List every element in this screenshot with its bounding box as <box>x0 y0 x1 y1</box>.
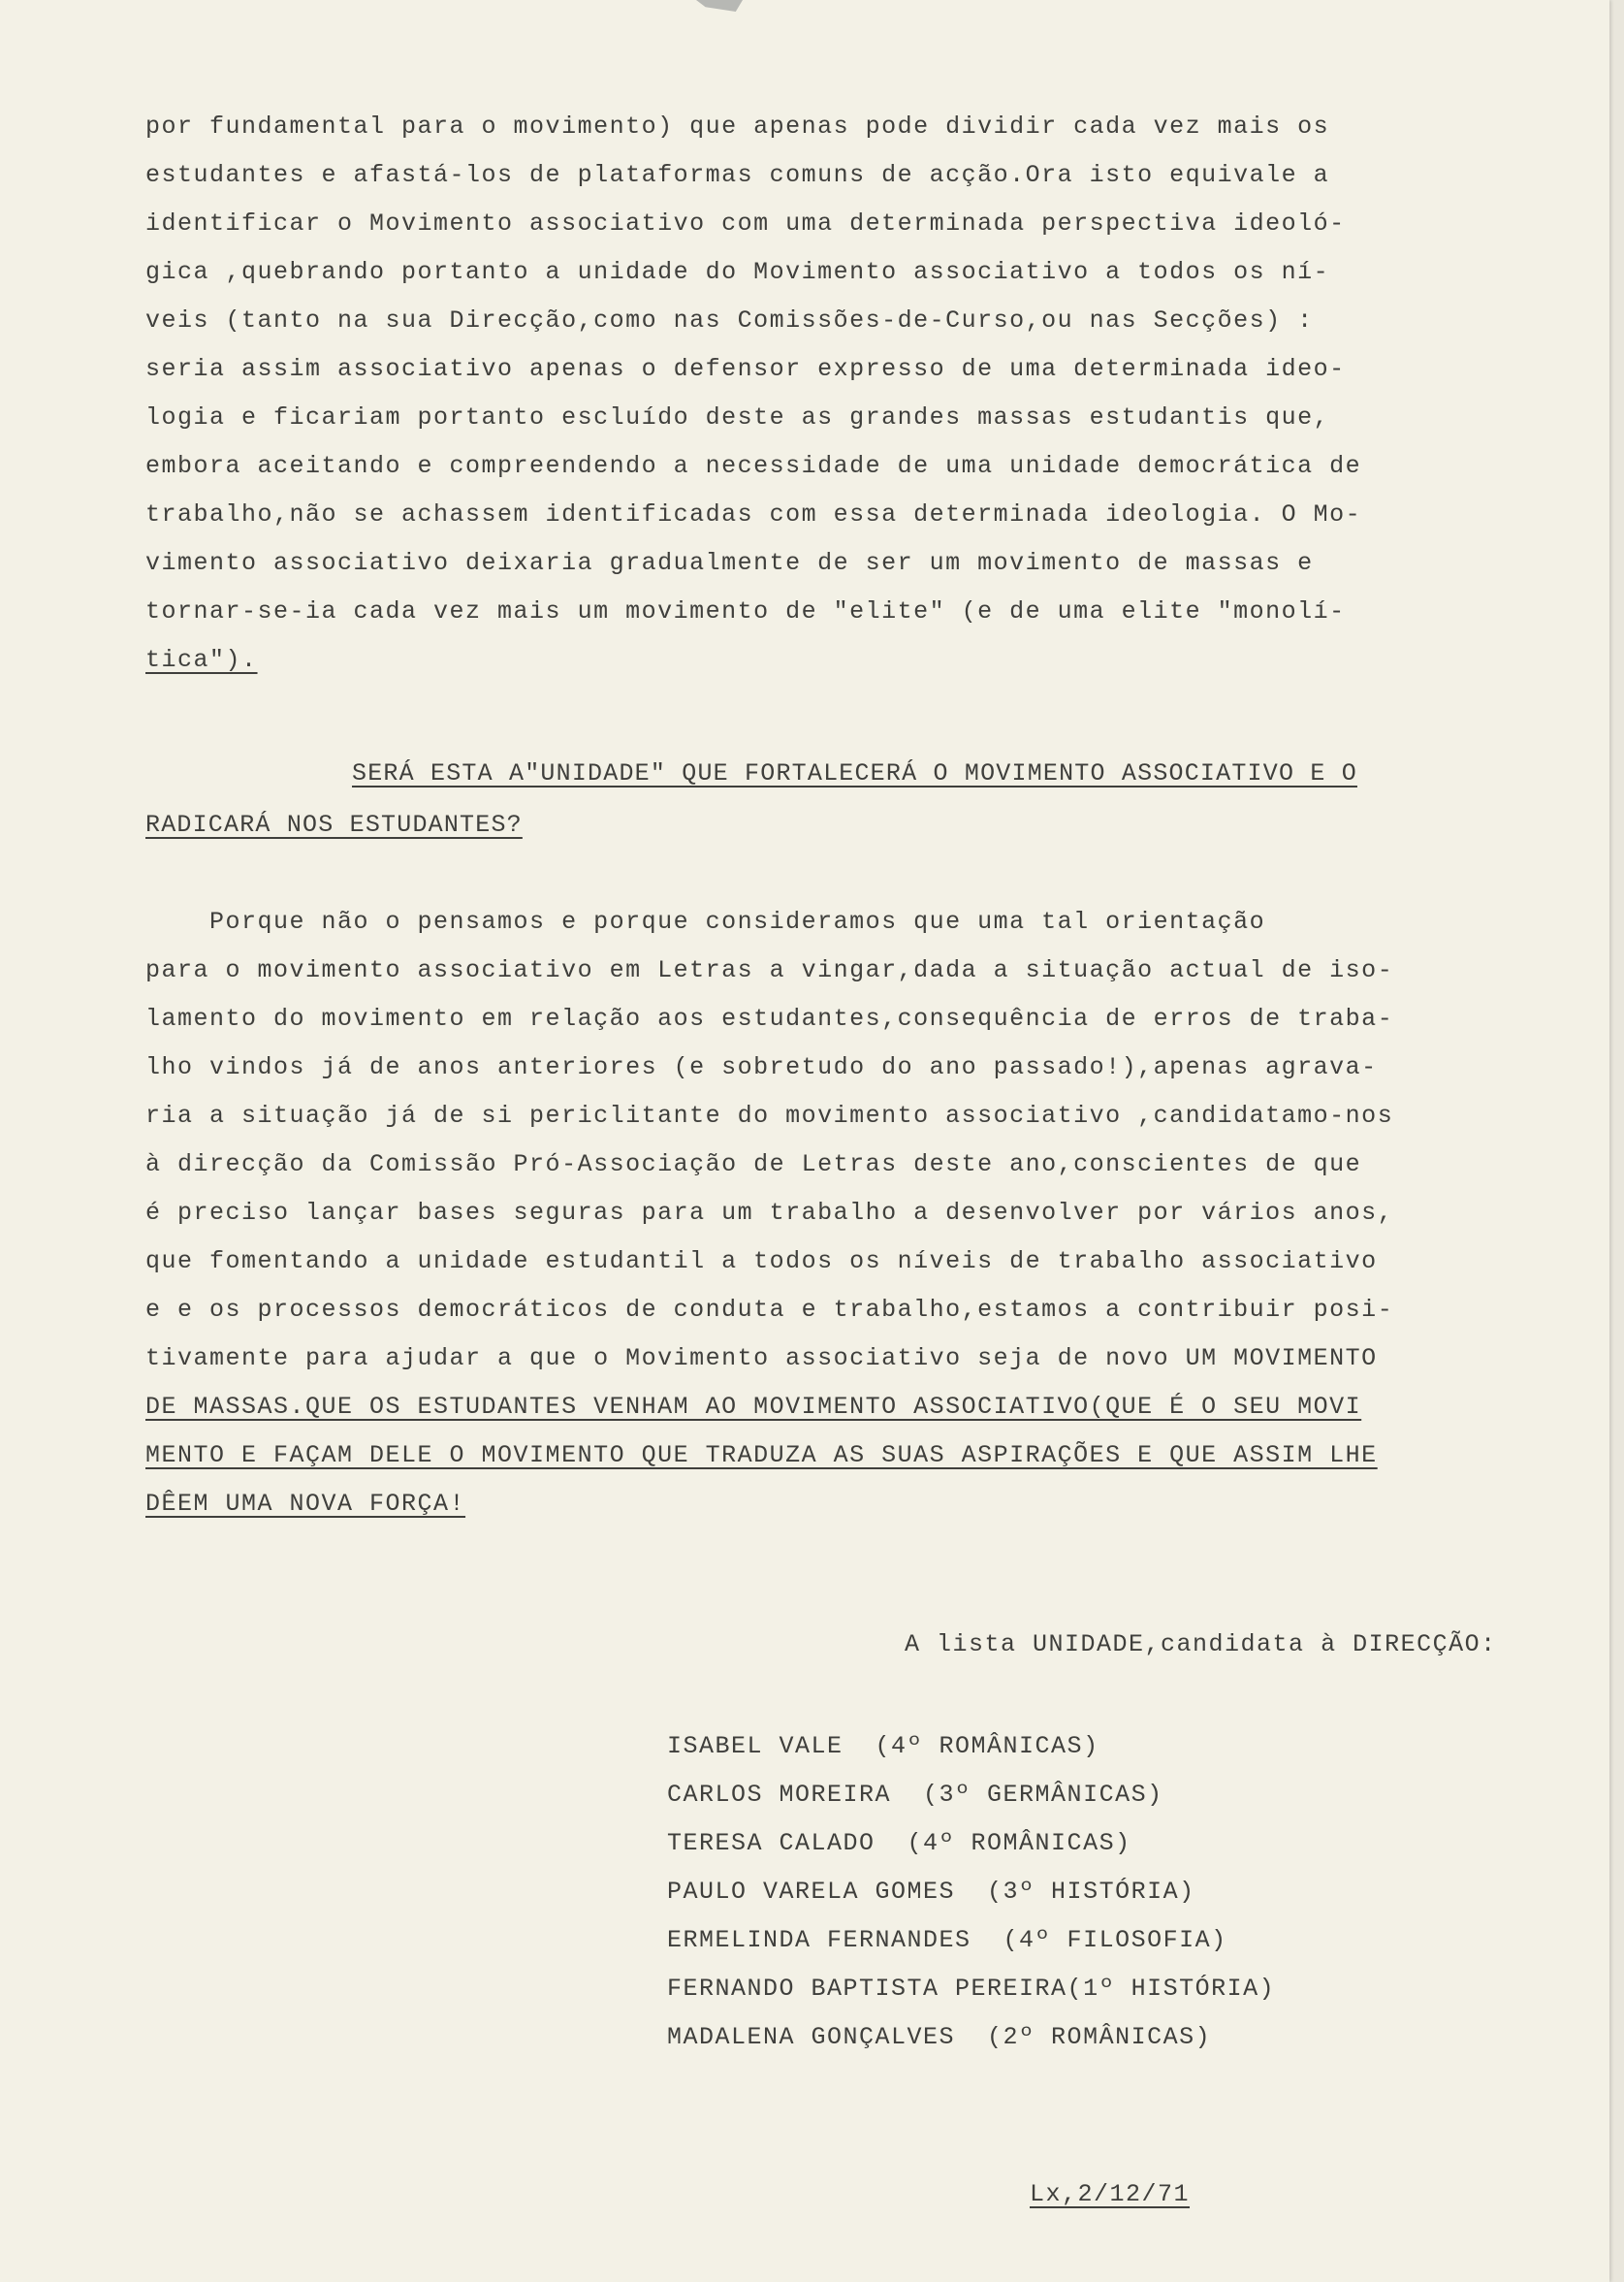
paragraph-line: tivamente para ajudar a que o Movimento associativo seja de novo UM MOVIMENTO <box>145 1344 1378 1372</box>
paragraph-line: é preciso lançar bases seguras para um trabalho a desenvolver por vários anos, <box>145 1199 1394 1227</box>
list-signature: A lista UNIDADE,candidata à DIRECÇÃO: <box>905 1630 1497 1658</box>
candidate-name: FERNANDO BAPTISTA PEREIRA(1º HISTÓRIA) <box>667 1975 1276 2003</box>
section-heading: SERÁ ESTA A"UNIDADE" QUE FORTALECERÁ O MOVIMENTO ASSOCIATIVO E O <box>352 759 1357 787</box>
paragraph-line: lamento do movimento em relação aos estudantes,consequência de erros de traba- <box>145 1005 1394 1033</box>
paragraph-line: e e os processos democráticos de conduta e trabalho,estamos a contribuir posi- <box>145 1296 1394 1324</box>
paragraph-line: DÊEM UMA NOVA FORÇA! <box>145 1490 466 1518</box>
candidate-name: CARLOS MOREIRA (3º GERMÂNICAS) <box>667 1781 1163 1809</box>
paragraph-line: que fomentando a unidade estudantil a todos os níveis de trabalho associativo <box>145 1247 1378 1275</box>
staple-mark <box>696 0 743 12</box>
body-line: logia e ficariam portanto escluído deste as grandes massas estudantis que, <box>145 403 1330 432</box>
paragraph-line: Porque não o pensamos e porque consideramos que uma tal orientação <box>145 908 1266 936</box>
candidate-name: TERESA CALADO (4º ROMÂNICAS) <box>667 1829 1131 1857</box>
candidate-name: MADALENA GONÇALVES (2º ROMÂNICAS) <box>667 2023 1212 2051</box>
body-line: veis (tanto na sua Direcção,como nas Comissões-de-Curso,ou nas Secções) : <box>145 306 1314 335</box>
body-line: vimento associativo deixaria gradualmente de ser um movimento de massas e <box>145 549 1314 577</box>
body-line: embora aceitando e compreendendo a necessidade de uma unidade democrática de <box>145 452 1362 480</box>
candidate-name: ISABEL VALE (4º ROMÂNICAS) <box>667 1732 1099 1760</box>
body-line: estudantes e afastá-los de plataformas comuns de acção.Ora isto equivale a <box>145 161 1330 189</box>
paragraph-line: para o movimento associativo em Letras a vingar,dada a situação actual de iso- <box>145 956 1394 984</box>
body-line: tica"). <box>145 646 258 674</box>
paragraph-line: lho vindos já de anos anteriores (e sobretudo do ano passado!),apenas agrava- <box>145 1053 1378 1081</box>
paragraph-line: DE MASSAS.QUE OS ESTUDANTES VENHAM AO MOVIMENTO ASSOCIATIVO(QUE É O SEU MOVI <box>145 1393 1362 1421</box>
section-heading: RADICARÁ NOS ESTUDANTES? <box>145 811 523 839</box>
body-line: tornar-se-ia cada vez mais um movimento de "elite" (e de uma elite "monolí- <box>145 597 1346 626</box>
body-line: por fundamental para o movimento) que apenas pode dividir cada vez mais os <box>145 112 1330 141</box>
document-date: Lx,2/12/71 <box>1030 2180 1191 2208</box>
paragraph-line: à direcção da Comissão Pró-Associação de Letras deste ano,conscientes de que <box>145 1150 1362 1178</box>
body-line: seria assim associativo apenas o defensor expresso de uma determinada ideo- <box>145 355 1346 383</box>
paragraph-line: MENTO E FAÇAM DELE O MOVIMENTO QUE TRADUZA AS SUAS ASPIRAÇÕES E QUE ASSIM LHE <box>145 1441 1378 1469</box>
body-line: identificar o Movimento associativo com uma determinada perspectiva ideoló- <box>145 209 1346 238</box>
paragraph-line: ria a situação já de si periclitante do movimento associativo ,candidatamo-nos <box>145 1102 1394 1130</box>
body-line: trabalho,não se achassem identificadas com essa determinada ideologia. O Mo- <box>145 500 1362 529</box>
candidate-name: PAULO VARELA GOMES (3º HISTÓRIA) <box>667 1878 1195 1906</box>
body-line: gica ,quebrando portanto a unidade do Movimento associativo a todos os ní- <box>145 258 1330 286</box>
candidate-name: ERMELINDA FERNANDES (4º FILOSOFIA) <box>667 1926 1227 1954</box>
